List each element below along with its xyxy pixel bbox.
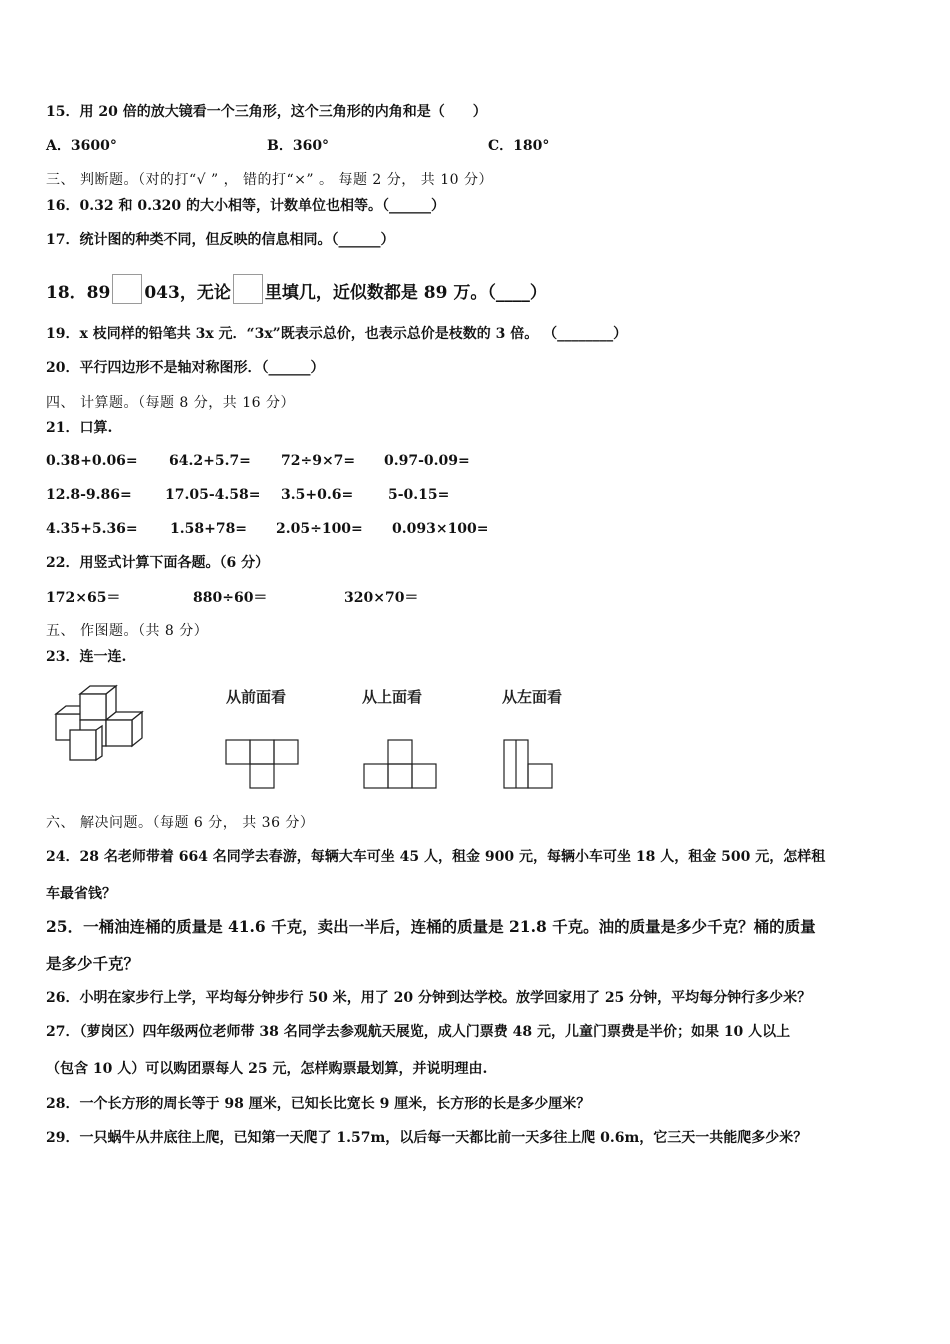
view-shape-top: [362, 738, 442, 794]
q18-part-1: 18．89: [46, 283, 111, 303]
q22-item: 172×65＝: [46, 590, 121, 606]
question-26: 26．小明在家步行上学，平均每分钟步行 50 米，用了 20 分钟到达学校。放学回家用了 25 分钟，平均每分钟行多少米？: [46, 990, 812, 1006]
q21-item: 17.05-4.58=: [165, 487, 261, 503]
question-25-line-1: 25．一桶油连桶的质量是 41.6 千克，卖出一半后，连桶的质量是 21.8 千克。油的质量是多少千克？桶的质量: [46, 917, 816, 936]
q18-blank-box-2: [233, 274, 263, 304]
q21-item: 5-0.15=: [388, 487, 450, 503]
q22-item: 320×70＝: [344, 590, 419, 606]
section-6-heading: 六、 解决问题。（每题 6 分， 共 36 分）: [46, 815, 315, 831]
q21-item: 0.093×100=: [392, 521, 489, 537]
view-label-top: 从上面看: [362, 688, 423, 706]
question-22-title: 22．用竖式计算下面各题。（6 分）: [46, 555, 270, 571]
question-27-line-2: （包含 10 人）可以购团票每人 25 元，怎样购票最划算，并说明理由.: [46, 1061, 488, 1077]
q21-item: 12.8-9.86=: [46, 487, 132, 503]
q21-item: 0.97-0.09=: [384, 453, 470, 469]
question-16: 16．0.32 和 0.320 的大小相等，计数单位也相等。（______）: [46, 198, 446, 214]
question-24-line-2: 车最省钱？: [46, 886, 116, 902]
q21-item: 72÷9×7=: [281, 453, 356, 469]
q15-option-a: A．3600°: [46, 138, 117, 154]
section-3-heading: 三、 判断题。（对的打“√ ” ， 错的打“×” 。 每题 2 分， 共 10 分）: [46, 172, 493, 188]
question-20: 20．平行四边形不是轴对称图形．（______）: [46, 360, 325, 376]
question-23-title: 23．连一连.: [46, 649, 127, 665]
cube-stack-figure: [52, 686, 162, 766]
view-shape-left: [502, 738, 558, 794]
q21-item: 64.2+5.7=: [169, 453, 251, 469]
q21-item: 1.58+78=: [170, 521, 248, 537]
question-18: [46, 274, 547, 304]
section-5-heading: 五、 作图题。（共 8 分）: [46, 623, 209, 639]
question-27-line-1: 27．（萝岗区）四年级两位老师带 38 名同学去参观航天展览，成人门票费 48 元，儿童门票费是半价；如果 10 人以上: [46, 1024, 791, 1040]
view-shape-front: [224, 738, 304, 794]
question-28: 28．一个长方形的周长等于 98 厘米，已知长比宽长 9 厘米，长方形的长是多少厘米？: [46, 1096, 591, 1112]
view-label-left: 从左面看: [502, 688, 563, 706]
q15-option-b: B．360°: [267, 138, 330, 154]
question-25-line-2: 是多少千克？: [46, 954, 140, 973]
question-21-title: 21．口算.: [46, 420, 113, 436]
q18-part-3: 里填几，近似数都是 89 万。（____）: [264, 283, 547, 303]
q18-part-2: 043，无论: [144, 283, 231, 303]
q21-item: 0.38+0.06=: [46, 453, 138, 469]
question-15: 15．用 20 倍的放大镜看一个三角形，这个三角形的内角和是（ ）: [46, 104, 487, 120]
view-label-front: 从前面看: [226, 688, 287, 706]
question-19: 19．x 枝同样的铅笔共 3x 元．“3x”既表示总价，也表示总价是枝数的 3 倍。 （________）: [46, 326, 628, 342]
q15-option-c: C．180°: [488, 138, 550, 154]
question-29: 29．一只蜗牛从井底往上爬，已知第一天爬了 1.57m，以后每一天都比前一天多往上爬 0.6m，它三天一共能爬多少米？: [46, 1130, 808, 1146]
q21-item: 2.05÷100=: [276, 521, 363, 537]
q21-item: 4.35+5.36=: [46, 521, 138, 537]
q22-item: 880÷60＝: [193, 590, 268, 606]
q18-blank-box-1: [112, 274, 142, 304]
question-17: 17．统计图的种类不同，但反映的信息相同。（______）: [46, 232, 395, 248]
section-4-heading: 四、 计算题。（每题 8 分，共 16 分）: [46, 395, 295, 411]
q21-item: 3.5+0.6=: [281, 487, 354, 503]
question-24-line-1: 24．28 名老师带着 664 名同学去春游，每辆大车可坐 45 人，租金 900 元，每辆小车可坐 18 人，租金 500 元，怎样租: [46, 849, 826, 865]
